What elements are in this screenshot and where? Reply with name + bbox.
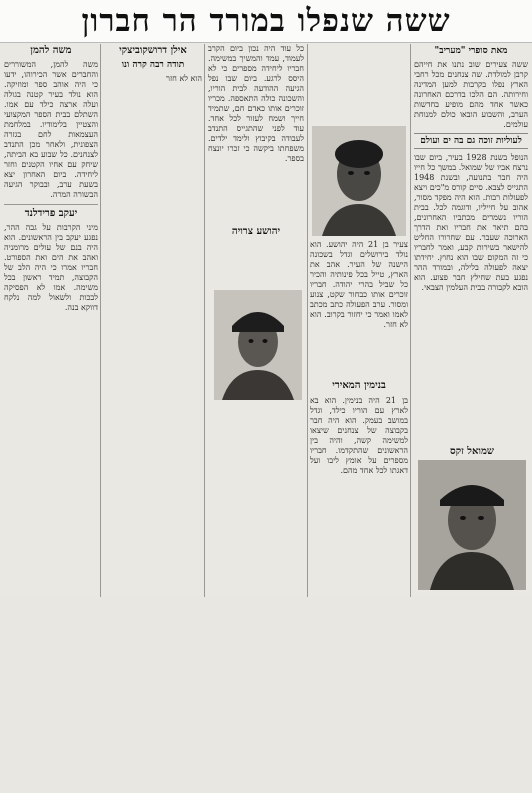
portrait-photo — [312, 126, 406, 236]
column-center-right-text: צעיר בן 21 היה יהושע. הוא נולד בירושלים וגדל בשכונה הישנה של העיר. אהב את הארץ, טייל בכל פינותיה והכיר כל שביל בהרי יהודה. חבריו זוכרים אותו כבחור שקט, צנוע ומסור. ערב הפעולה כתב מכתב לאמו ואמר כי יחזור בקרוב. הוא לא חזר. — [310, 240, 408, 329]
column-rule — [307, 44, 308, 597]
column-center-right-bottom — [310, 396, 408, 586]
portrait-image — [418, 460, 526, 590]
name-caption-yaakov: יעקב פרידלנד — [24, 208, 78, 219]
column-right-text: הנופל בשנת 1928 בעיר, ביום שבו נרצח אביו של שמואל. במשך כל חייו היה חבר בתנועה, ובשנת 1948 התגייס לצבא. סיים קורס מ"כים ויצא לפעולות רבות. הוא היה מפקד מסור, אהוב על חייליו, ודוגמה לכל. בבית הוריו נשמרים מכתביו האחרונים, בהם תיאר את חבריו ואת הדרך הארוכה שעבר. עם שחרורו החליט להישאר בשירות קבע, ואמר לחבריו כי זה המקום שבו הוא נחוץ. יחידתו יצאה לפעולה בלילה, ובמורד ההר נפגע בעת שחילץ חבר פצוע. הוא הובא לקבורה בבית העלמין הצבאי. — [414, 153, 528, 292]
column-rule — [100, 44, 101, 597]
column-rule — [204, 44, 205, 597]
name-caption-benyamin: בנימין המאירי — [332, 380, 386, 391]
column-left — [4, 44, 98, 597]
column-center-right-bottom-text: בן 21 היה בנימין. הוא בא לארץ עם הוריו כילד, וגדל במושב בעמק. הוא היה חבר בקבוצה של צנחנים שיצאו למשימה קשה, והיה בין הראשונים שהתקדמו. חבריו מספרים על אומץ ליבו ועל דאגתו לכל אחד מהם. — [310, 396, 408, 475]
byline: מאת סופרי "מעריב" — [434, 46, 508, 56]
column-center-text: כל עוד היה נכון ביום הקרב לעמוד, עמד והמשיך במשימה. חבריו ליחידה מספרים כי לא היסס לרגע. ביום שבו נפל הגיעה ההודעה לבית הוריו, והשכונה כולה התאספה. מכריו זוכרים אותו כאדם חם, שתמיד חייך ושמח לעזור לכל אחד. עוד לפני שהתגייס התנדב לעבודה בקיבוץ ולימד ילדים. משפחתו ביקשה כי זכרו יונצח בספר. — [208, 44, 304, 163]
portrait-image — [214, 290, 302, 400]
intro-box: לעוליות זוכה גם בה ים ועולם — [414, 133, 528, 149]
name-caption-ilan: אילן דרושקוביצקי — [119, 45, 187, 56]
headline: ששה שנפלו במורד הר חברון — [0, 0, 532, 43]
column-rule — [410, 44, 411, 597]
column-subheading: תודה רבה קרה ונו — [121, 60, 185, 70]
name-caption-yehoshua: יהושע צרויה — [231, 226, 281, 237]
portrait-photo — [214, 290, 302, 400]
intro-paragraph: ששה צעירים שוב נתנו את חייהם קרבן למולדת. שה צנחנים מכל רחבי הארץ נפלו בקרבות למען המדינה וחירותה. הם הלכו בדרכם האחרונה כאשר אחד מהם מופיע בחדשות הערב, והשבוע הובאו כולם למנוחת עולמים. — [414, 60, 528, 129]
name-caption-moshe: משה להמן — [30, 45, 72, 56]
name-caption-shmuel: שמואל זקס — [450, 446, 494, 457]
portrait-image — [312, 126, 406, 236]
column-divider — [4, 204, 98, 205]
column-center-left-text: הוא לא חזר — [166, 74, 202, 83]
column-center-left — [104, 44, 202, 597]
column-left-text-2: מיני הקרבות על גבה ההר, נפגע יעקב בין הראשונים. הוא היה בנם של עולים מרומניה ואהב את הים ואת הספורט. חבריו אמרו כי היה הלב של הקבוצה, תמיד ראשון בכל משימה. אמו לא הפסיקה לבכות ולשאול למה נלקח דווקא בנה. — [4, 223, 98, 312]
portrait-photo — [418, 460, 526, 590]
column-left-text: משה להמן, המשוררים והחברים אשר הכירוהו, ידעו כי היה אוהב ספר ומוזיקה. הוא נולד בעיר קטנה בגולה ועלה ארצה כילד עם אמו. השתלם בבית הספר המקצועי והצטיין בלימודיו. במלחמת העצמאות לחם בגזרה הצפונית, ולאחר מכן התנדב לצנחנים. כל שבוע בא הביתה, שיחק עם אחיו הקטנים וחזר ליחידה. ביום האחרון יצא בשעת ערב, ובבוקר הגיעה הבשורה המרה. — [4, 60, 98, 199]
